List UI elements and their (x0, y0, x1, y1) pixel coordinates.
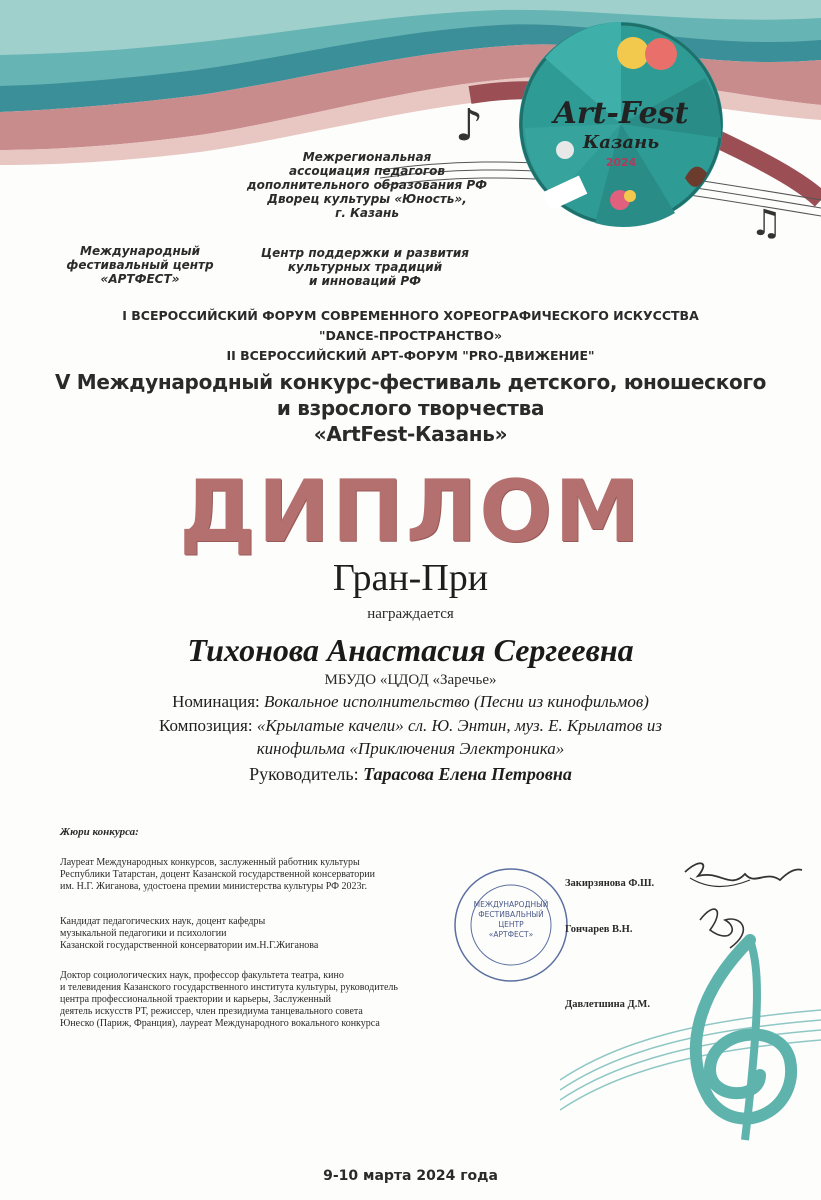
handwritten-signatures (670, 850, 810, 960)
association-line: г. Казань (335, 206, 399, 220)
festival-center-line: Международный (80, 244, 200, 258)
festival-center-line: фестивальный центр (66, 258, 214, 272)
signatory-2: Гончарев В.Н. (565, 924, 633, 935)
association-line: ассоциация педагогов (289, 164, 445, 178)
jury-member-2 (60, 916, 460, 952)
leader-value: Тарасова Елена Петровна (363, 764, 572, 784)
nomination-label: Номинация: (172, 692, 260, 711)
leader-row (20, 764, 801, 785)
jury-heading: Жюри конкурса: (60, 826, 139, 838)
jury-line: Казанской государственной консерватории им.Н.Г.Жиганова (60, 940, 319, 951)
logo-year: 2024 (605, 156, 637, 169)
jury-line: деятель искусств РТ, режиссер, член президиума танцевального совета (60, 1006, 363, 1017)
signatory-1: Закирзянова Ф.Ш. (565, 878, 655, 889)
award-title: Гран-При (332, 557, 489, 599)
jury-line: Юнеско (Париж, Франция), лауреат Международного вокального конкурса (60, 1018, 380, 1029)
jury-line: Доктор социологических наук, профессор факультета театра, кино (60, 970, 344, 981)
stamp (452, 866, 570, 984)
signatory-3: Давлетшина Д.М. (565, 999, 650, 1010)
logo-subtitle: Казань (582, 132, 660, 153)
support-center-block (240, 246, 490, 288)
support-center-line: и инноваций РФ (308, 274, 422, 288)
support-center-line: культурных традиций (287, 260, 443, 274)
support-center-line: Центр поддержки и развития (261, 246, 469, 260)
jury-line: и телевидения Казанского государственного института культуры, руководитель (60, 982, 398, 993)
forum-line-1: I ВСЕРОССИЙСКИЙ ФОРУМ СОВРЕМЕННОГО ХОРЕОГРАФИЧЕСКОГО ИСКУССТВА (122, 308, 699, 323)
event-date: 9-10 марта 2024 года (323, 1168, 498, 1184)
stamp-line: ЦЕНТР (498, 920, 524, 929)
nomination-value: Вокальное исполнительство (Песни из кинофильмов) (264, 692, 649, 711)
institution: МБУДО «ЦДОД «Заречье» (324, 672, 497, 688)
recipient-name: Тихонова Анастасия Сергеевна (187, 632, 634, 668)
association-line: дополнительного образования РФ (246, 178, 488, 192)
jury-member-3 (60, 970, 500, 1030)
association-line: Дворец культуры «Юность», (267, 192, 467, 206)
association-block (232, 150, 502, 220)
stamp-line: МЕЖДУНАРОДНЫЙ (473, 900, 549, 909)
note-icon: ♪ (455, 100, 484, 151)
stamp-line: ФЕСТИВАЛЬНЫЙ (478, 910, 544, 919)
stamp-line: «АРТФЕСТ» (488, 930, 534, 939)
treble-clef-decoration (560, 930, 821, 1150)
leader-label: Руководитель: (249, 764, 359, 784)
jury-line: центра профессиональной траектории и карьеры, Заслуженный (60, 994, 331, 1005)
artfest-logo (515, 18, 727, 230)
festival-center-line: «АРТФЕСТ» (100, 272, 180, 286)
composition-label: Композиция: (159, 716, 253, 735)
composition-row (20, 716, 801, 736)
forum-line-3: II ВСЕРОССИЙСКИЙ АРТ-ФОРУМ "PRO-ДВИЖЕНИЕ" (226, 348, 595, 363)
jury-member-1 (60, 857, 500, 893)
jury-line: музыкальной педагогики и психологии (60, 928, 227, 939)
forum-line-2: "DANCE-ПРОСТРАНСТВО» (318, 328, 503, 343)
note-icon: ♫ (750, 203, 783, 244)
jury-line: Лауреат Международных конкурсов, заслуженный работник культуры (60, 857, 360, 868)
composition-value-cont: кинофильма «Приключения Электроника» (256, 739, 565, 758)
nomination-row (20, 692, 801, 712)
festival-line-3: «ArtFest-Казань» (313, 422, 508, 446)
stamp-text (452, 900, 570, 940)
diploma-title: ДИПЛОМ (179, 462, 642, 562)
composition-value: «Крылатые качели» сл. Ю. Энтин, муз. Е. Крылатов из (256, 716, 662, 735)
association-line: Межрегиональная (302, 150, 432, 164)
festival-center-block (40, 244, 240, 286)
awarded-text: награждается (367, 606, 454, 622)
festival-line-1: V Международный конкурс-фестиваль детского, юношеского (54, 370, 767, 394)
jury-line: им. Н.Г. Жиганова, удостоена премии министерства культуры РФ 2023г. (60, 881, 367, 892)
festival-line-2: и взрослого творчества (276, 396, 545, 420)
jury-line: Кандидат педагогических наук, доцент кафедры (60, 916, 266, 927)
jury-line: Республики Татарстан, доцент Казанской государственной консерватории (60, 869, 375, 880)
logo-title: Art-Fest (553, 96, 689, 131)
